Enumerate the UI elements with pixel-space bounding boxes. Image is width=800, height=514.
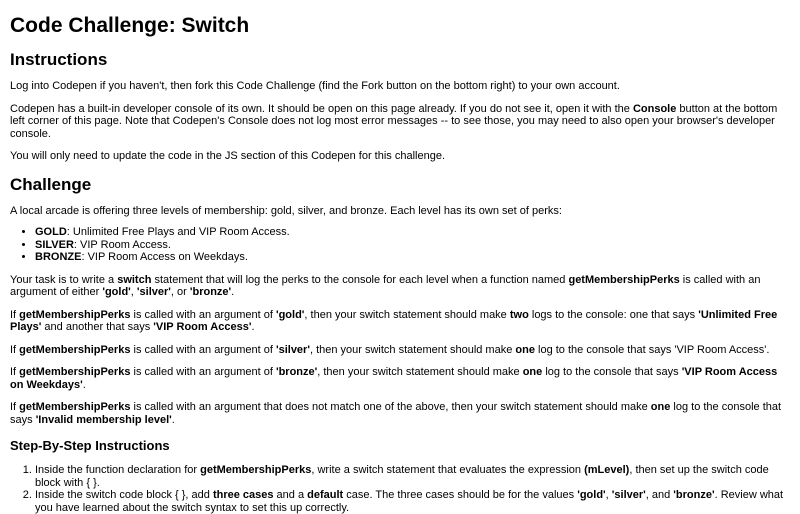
page-title: Code Challenge: Switch [10,14,250,37]
bronze-rule: If getMembershipPerks is called with an argument of 'bronze', then your switch statement should make one log to the console that says 'VIP Room Access on Weekdays'. [10,366,778,391]
task-paragraph: Your task is to write a switch statement that will log the perks to the console for each level when a function named getMembershipPerks is called with an argument of either 'gold', 'silver', or 'bronze'. [10,273,761,298]
list-item: 2. Inside the switch code block { }, add three cases and a default case. The three cases should be for the values 'gold', 'silver', and 'bronze'. Review what you have learned about the switch syntax to set this up correctly. [35,489,790,514]
silver-rule: If getMembershipPerks is called with an argument of 'silver', then your switch statement should make one log to the console that says 'VIP Room Access'. [10,343,770,356]
steps-heading: Step-By-Step Instructions [10,438,170,453]
steps-list [10,464,790,514]
list-item: 1. Inside the function declaration for getMembershipPerks, write a switch statement that evaluates the expression (mLevel), then set up the switch code block with { }. [35,464,790,489]
challenge-heading: Challenge [10,174,92,194]
console-keyword: Console [632,102,677,115]
instructions-paragraph-1: Log into Codepen if you haven't, then fork this Code Challenge (find the Fork button on the bottom right) to your own account. [10,80,620,92]
list-item: • BRONZE: VIP Room Access on Weekdays. [35,251,790,264]
perks-list [10,226,790,264]
gold-rule: If getMembershipPerks is called with an argument of 'gold', then your switch statement should make two logs to the console: one that says 'Unlimited Free Plays' and another that says 'VIP Room Access'. [10,308,778,333]
list-item: • GOLD: Unlimited Free Plays and VIP Room Access. [35,226,790,239]
challenge-page [0,14,800,514]
list-item: • SILVER: VIP Room Access. [35,239,790,252]
invalid-rule: If getMembershipPerks is called with an argument that does not match one of the above, then your switch statement should make one log to the console that says 'Invalid membership level'. [10,401,782,426]
instructions-paragraph-3: You will only need to update the code in the JS section of this Codepen for this challenge. [10,150,445,162]
instructions-paragraph-2: Codepen has a built-in developer console of its own. It should be open on this page already. If you do not see it, open it with the Console button at the bottom left corner of this page. Note that Codepen's Console does not log most error messages -- to see those, you may need to also open your browser's developer console. [10,102,778,140]
instructions-heading: Instructions [10,50,108,69]
challenge-intro: A local arcade is offering three levels of membership: gold, silver, and bronze. Each level has its own set of perks: [10,204,562,217]
